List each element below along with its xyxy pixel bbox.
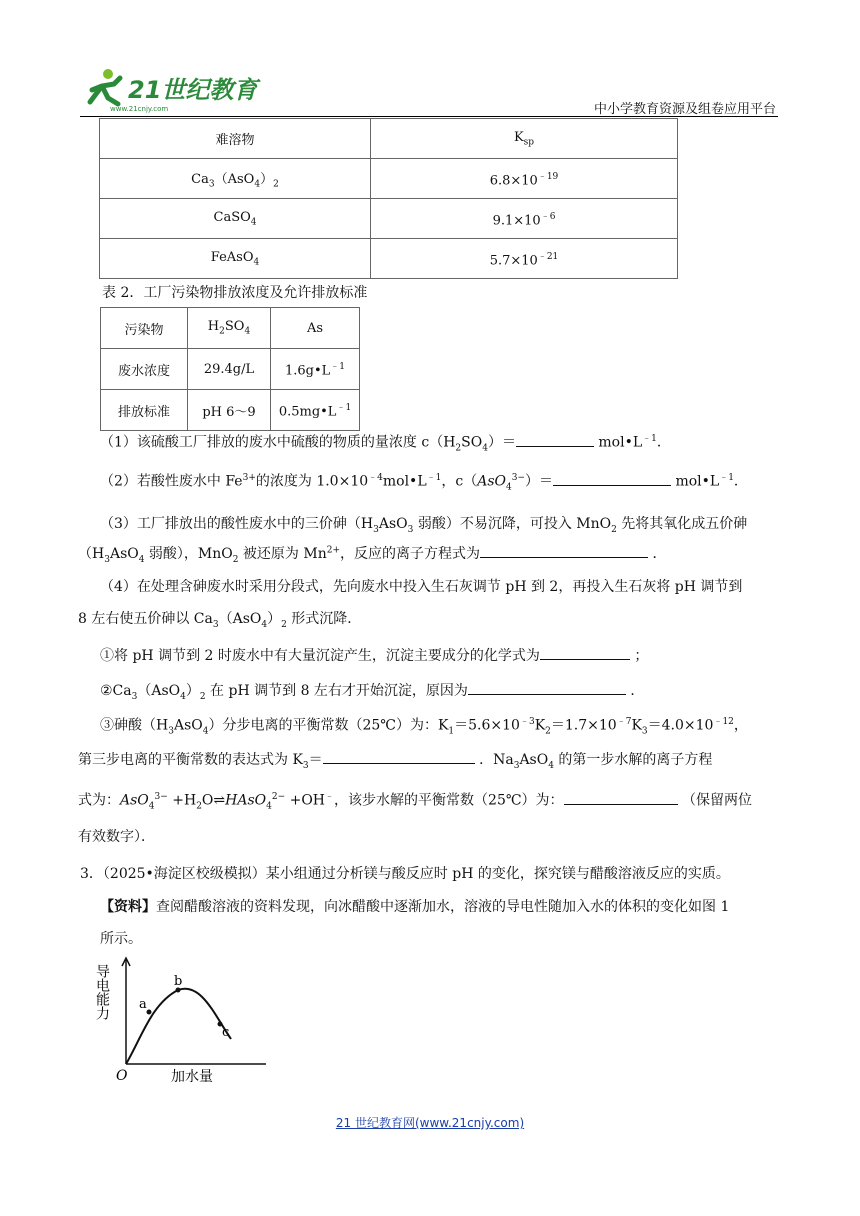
question-1: （1）该硫酸工厂排放的废水中硫酸的物质的量浓度 $c(H_2SO_4)=$ $mol•L^{﹣1}$． xyxy=(100,431,671,453)
table-header-cell: As xyxy=(271,308,360,349)
ksp-table xyxy=(99,118,678,279)
question-4-1: ①将 pH 调节到 2 时废水中有大量沉淀产生，沉淀主要成分的化学式为 ； xyxy=(100,645,648,665)
table-cell: $Ca_3(AsO_4)_2$ xyxy=(100,159,371,199)
table-cell: 排放标准 xyxy=(101,390,188,431)
question-4-3-line4: 有效数字）． xyxy=(78,829,155,845)
question-4-line2: 8 左右使五价砷以 $Ca_3(AsO_4)_2$ 形式沉降． xyxy=(78,611,362,630)
question-4-3-line3: 式为：$AsO_4^{3-} +H_2O\rightleftharpoons HAsO_4^{2-} +OH^﹣$，该步水解的平衡常数（25℃）为： （保留两位 xyxy=(78,789,752,811)
point-b-label: b xyxy=(174,974,183,989)
table-cell: $9.1\times 10^{﹣6}$ xyxy=(371,199,678,239)
conductivity-figure xyxy=(96,954,274,1084)
y-axis-label: 导电能力 xyxy=(94,964,110,1020)
answer-blank[interactable] xyxy=(323,749,475,764)
question-4-3-line1: ③砷酸$(H_3AsO_4)$分步电离的平衡常数（25℃）为：$K_1=5.6\times 10^{﹣3}K_2=1.7\times 10^{﹣7}K_3=4.0\times 10^{﹣12}$， xyxy=(100,717,748,737)
logo-url: www.21cnjy.com xyxy=(110,105,169,113)
table-row xyxy=(100,199,678,239)
table-header-row xyxy=(100,119,678,159)
question-2: （2）若酸性废水中 $Fe^{3+}$的浓度为 $1.0\times 10^{﹣4}mol•L^{﹣1}$，$c(AsO_4^{3-})= mol•L^{﹣1}$． xyxy=(100,470,748,492)
table-row xyxy=(101,390,360,431)
table-cell: $6.8\times 10^{﹣19}$ xyxy=(371,159,678,199)
table-header-cell: 难溶物 xyxy=(100,119,371,159)
question-3-line1: （3）工厂排放出的酸性废水中的三价砷（$H_3AsO_3$ 弱酸）不易沉降，可投入 MnO$_2$ 先将其氧化成五价砷 xyxy=(100,516,748,535)
logo xyxy=(80,64,270,114)
table-cell: $0.5mg•L^{﹣1}$ xyxy=(271,390,360,431)
answer-blank[interactable] xyxy=(516,432,594,447)
point-a xyxy=(147,1010,152,1015)
table-row xyxy=(101,349,360,390)
table-cell: 废水浓度 xyxy=(101,349,188,390)
logo-text: 21世纪教育 xyxy=(128,76,258,104)
point-a-label: a xyxy=(139,997,147,1012)
footer-link[interactable]: 21 世纪教育网(www.21cnjy.com) xyxy=(335,1116,525,1130)
table-cell: FeAsO$_4$ xyxy=(100,239,371,279)
runner-icon xyxy=(90,69,120,104)
answer-blank[interactable] xyxy=(540,645,630,660)
table-cell: $1.6g•L^{﹣1}$ xyxy=(271,349,360,390)
table-header-cell: $K_{sp}$ xyxy=(371,119,678,159)
standards-table xyxy=(100,307,360,431)
answer-blank[interactable] xyxy=(480,543,648,558)
answer-blank[interactable] xyxy=(553,471,671,486)
table-cell: pH 6～9 xyxy=(188,390,271,431)
table-header-row xyxy=(101,308,360,349)
table-row xyxy=(100,239,678,279)
point-c-label: c xyxy=(222,1025,230,1040)
question-4-2: $②Ca_3(AsO_4)_2$ 在 pH 调节到 8 左右才开始沉淀，原因为 ． xyxy=(100,680,644,702)
question-4-3-line2: 第三步电离的平衡常数的表达式为 $K_3=$ ．$Na_3AsO_4$ 的第一步水解的离子方程 xyxy=(78,749,712,771)
page-header xyxy=(0,0,860,118)
header-divider xyxy=(80,116,778,117)
table-header-cell: $H_2SO_4$ xyxy=(188,308,271,349)
question-5-title: 3．（2025•海淀区校级模拟）某小组通过分析镁与酸反应时 pH 的变化，探究镁与醋酸溶液反应的实质。 xyxy=(80,866,730,882)
question-4-line1: （4）在处理含砷废水时采用分段式，先向废水中投入生石灰调节 pH 到 2，再投入生石灰将 pH 调节到 xyxy=(100,579,743,595)
origin-label: O xyxy=(116,1068,128,1084)
question-5-info-line1: 【资料】查阅醋酸溶液的资料发现，向冰醋酸中逐渐加水，溶液的导电性随加入水的体积的变化如图 1 xyxy=(100,899,730,915)
table-cell: $5.7\times 10^{﹣21}$ xyxy=(371,239,678,279)
table2-caption: 表 2．工厂污染物排放浓度及允许排放标准 xyxy=(102,285,368,301)
table-cell: 29.4g/L xyxy=(188,349,271,390)
answer-blank[interactable] xyxy=(564,790,678,805)
table-cell: CaSO$_4$ xyxy=(100,199,371,239)
platform-name: 中小学教育资源及组卷应用平台 xyxy=(593,102,776,117)
x-axis-label: 加水量 xyxy=(171,1069,213,1085)
question-5-info-line2: 所示。 xyxy=(100,931,142,947)
table-header-cell: 污染物 xyxy=(101,308,188,349)
answer-blank[interactable] xyxy=(468,680,626,695)
question-3-line2: （$H_3AsO_4$ 弱酸），MnO$_2$ 被还原为 $Mn^{2+}$，反应的离子方程式为 ． xyxy=(78,543,666,565)
table-row xyxy=(100,159,678,199)
